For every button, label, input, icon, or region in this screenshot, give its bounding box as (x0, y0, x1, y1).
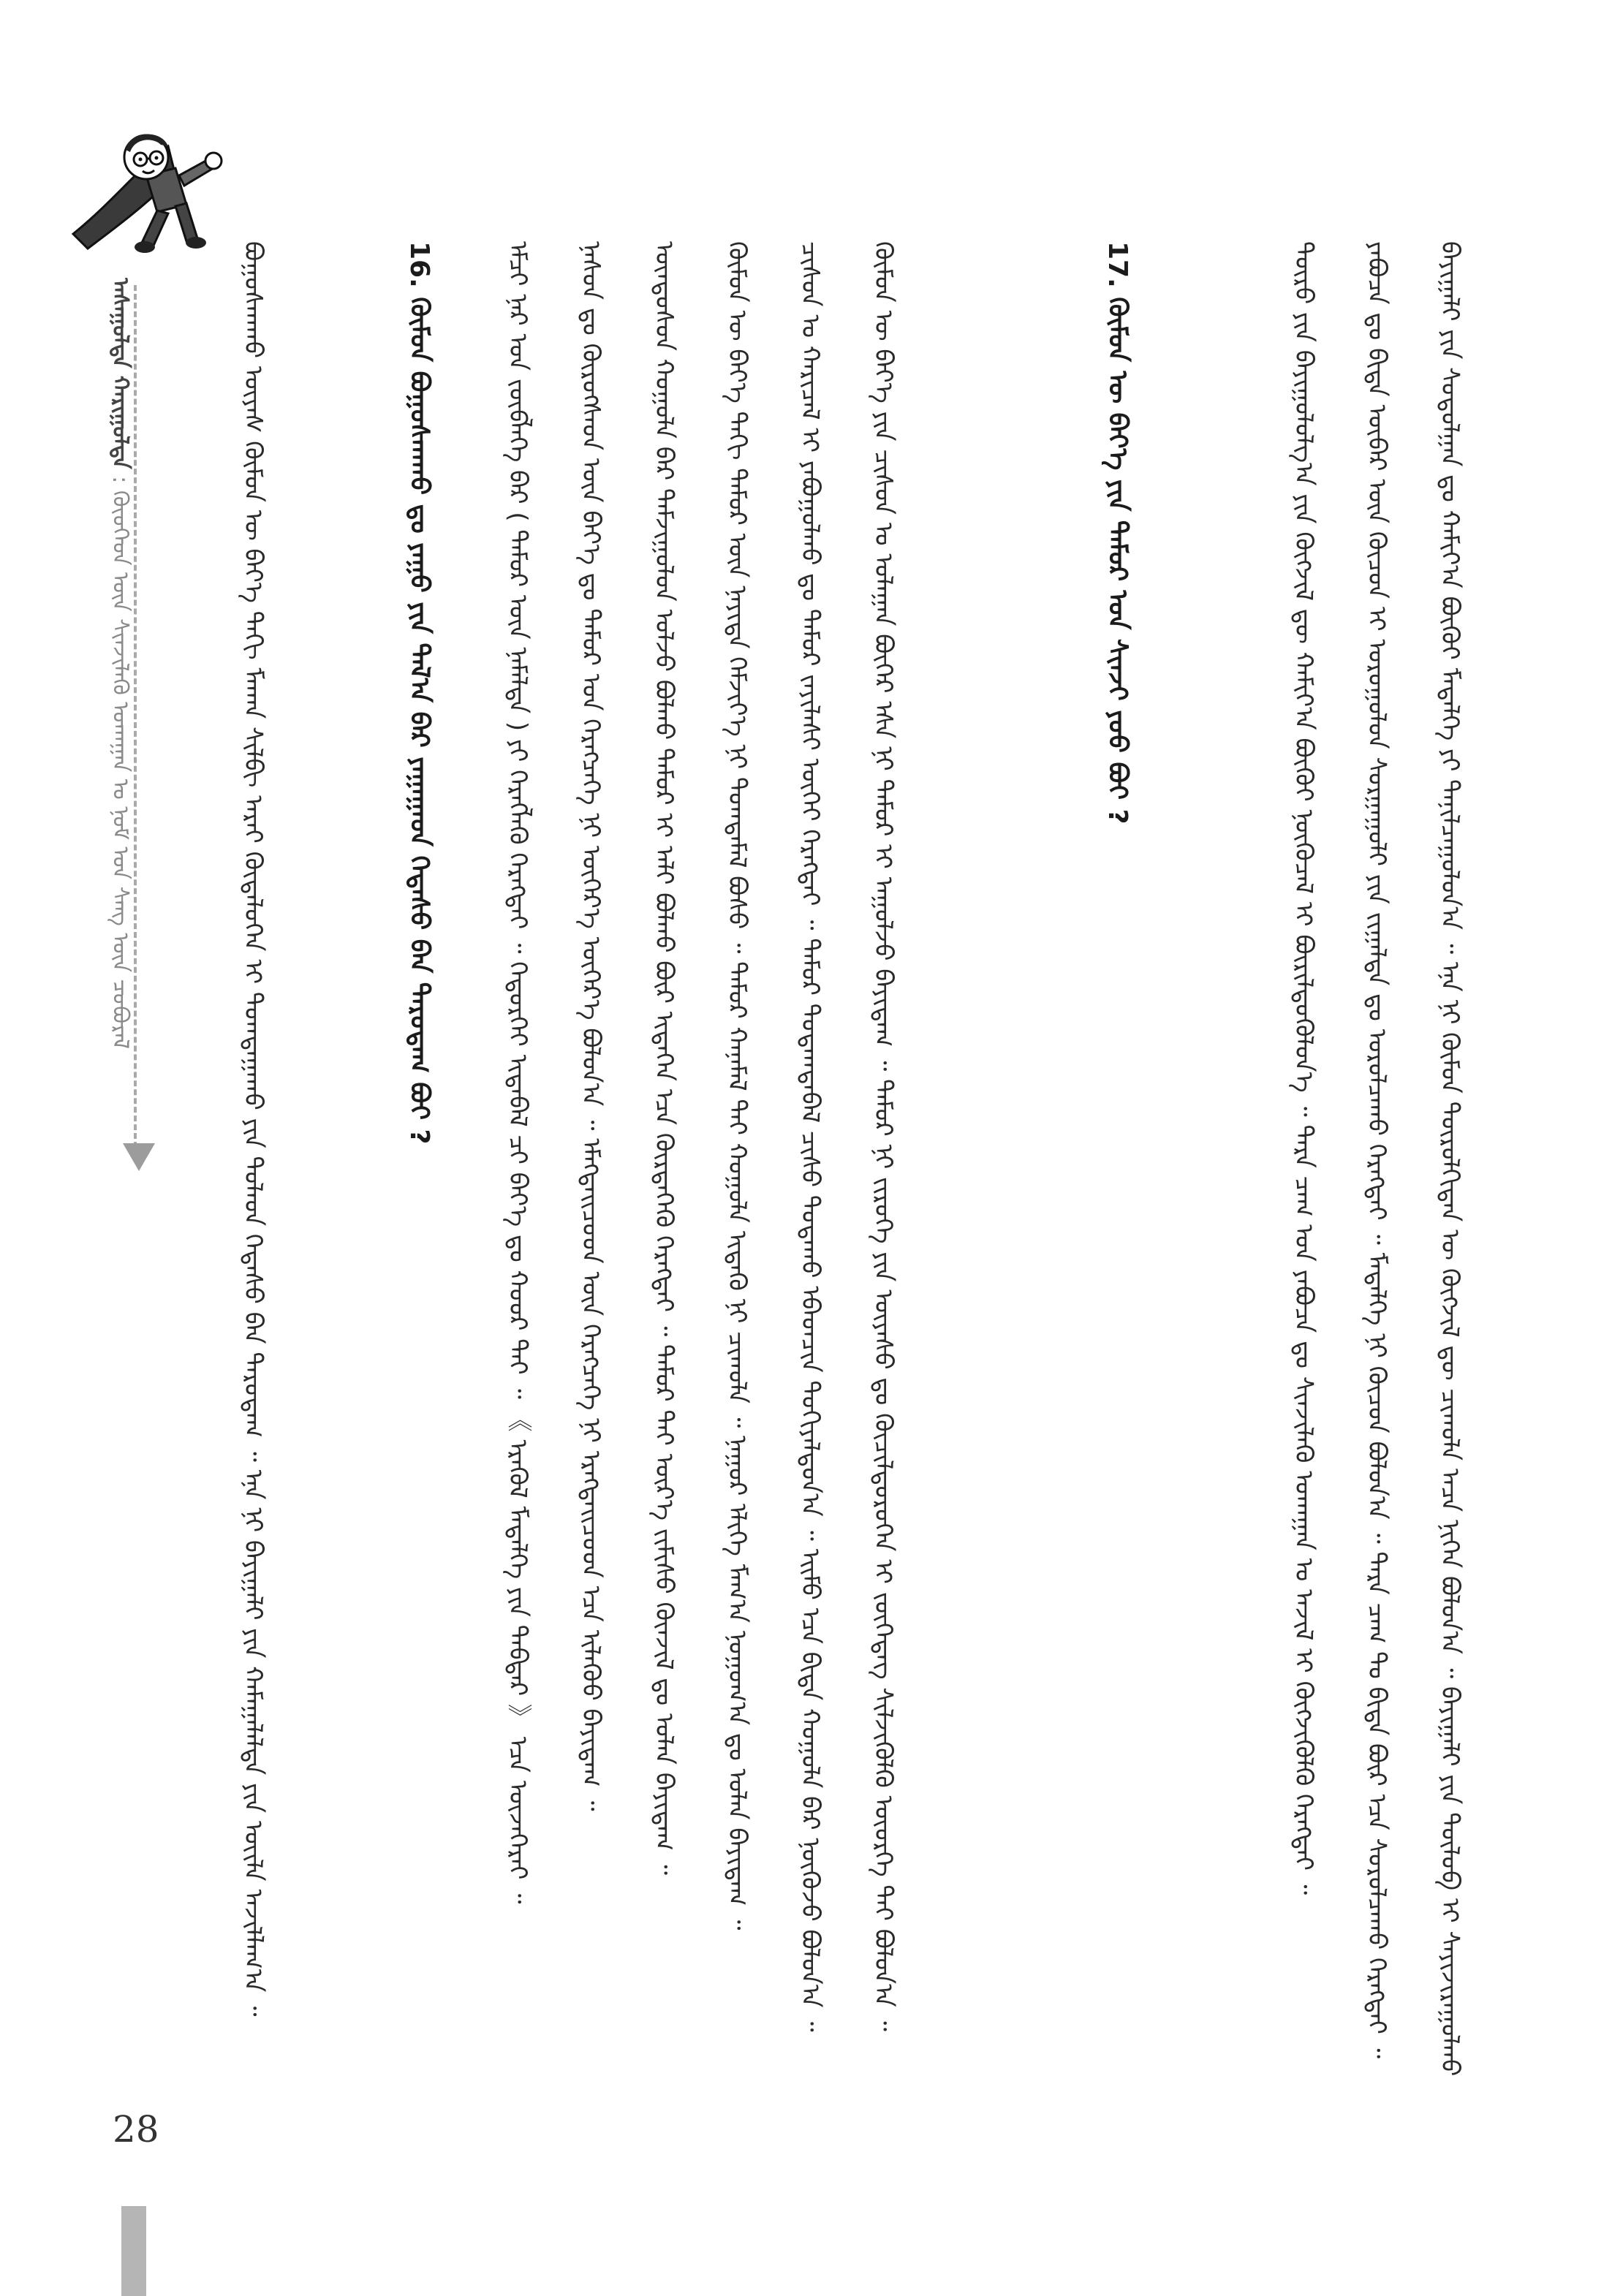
text-column: ᠶᠠᠪᠤᠴᠠ ᠳᠤ ᠪᠢᠳᠡ ᠥᠪᠡᠷ ᠦᠨ ᠬᠦᠴᠦᠨ ᠢ ᠣᠷᠤᠭᠤᠯᠤᠨ ᠰᠤᠷᠭᠠᠭᠤᠯᠢ ᠶᠢᠨ ᠵᠢᠭᠠᠯᠲᠠ ᠳᠤ ᠣᠷᠣᠯᠴᠠᠬᠤ ᠬᠡᠷᠡᠭᠲᠡᠢ ᠃ ᠮᠡᠳᠡᠯᠭᠡ ᠨᠢ ᠬᠦᠴᠦᠨ ᠪᠣᠯᠤᠨ᠎ᠠ ᠃ ᠲᠡᠷᠡ ᠴᠠᠭ ᠲᠤ ᠪᠢᠳᠡ ᠪᠦᠷ ᠡᠴᠡ ᠰᠤᠷᠤᠯᠴᠠᠬᠤ ᠬᠡᠷᠡᠭᠲᠡᠢ ᠃ (1362, 241, 1391, 2059)
running-header-label: ᠠᠰᠠᠭᠤᠯᠲᠠ ᠬᠠᠷᠢᠭᠤᠯᠲᠠ (107, 278, 133, 469)
heading-number: 16. (404, 241, 434, 288)
page-number: 28 (113, 2108, 159, 2151)
flying-boy-mascot-illustration (58, 124, 227, 270)
page-edge-bar (121, 2206, 146, 2296)
text-column: ᠦᠨᠳᠦᠰᠦᠨ ᠬᠣᠭᠣᠯᠠ ᠪᠠᠷ ᠳᠠᠮᠵᠢᠭᠤᠯᠤᠨ ᠣᠯᠵᠤ ᠪᠣᠯᠬᠤ ᠲᠡᠮᠦᠷ ᠢ ᠠᠯᠢ ᠪᠣᠯᠬᠤ ᠪᠦᠷ ᠢᠳᠡᠭᠡᠨ ᠡᠴᠡ ᠬᠦᠷᠲᠡᠭᠡᠬᠦ ᠬᠡᠷᠡᠭᠲᠡᠢ ᠃ ᠲᠡᠮᠦᠷ ᠲᠡᠢ ᠦᠷ᠎ᠡ ᠵᠢᠮᠢᠰᠦ ᠬᠦᠨᠵᠢᠯ ᠳᠤ ᠣᠯᠠᠨ ᠪᠠᠶᠢᠳᠠᠭ ᠃ (649, 241, 678, 1875)
heading-text: ᠬᠦᠮᠦᠨ ᠪᠣᠭᠣᠰᠬᠠᠬᠤ ᠳᠤ ᠶᠠᠭᠤ ᠶᠢᠨ ᠲᠠᠯ᠎ᠠ ᠪᠠᠷ ᠶᠠᠭᠠᠭᠠᠳ ᠭᠡᠳᠡᠰᠦ ᠪᠠᠨ ᠳᠠᠷᠤᠳᠠᠭ ᠪᠤᠢ ? (404, 297, 434, 1145)
text-column: ᠲᠥᠷᠦ ᠶᠢᠨ ᠪᠠᠶᠢᠭᠤᠯᠤᠯᠭ᠎ᠠ ᠶᠢᠨ ᠬᠥᠭᠵᠢᠯ ᠳᠦ ᠬᠠᠮᠢᠶ᠎ᠠ ᠪᠦᠬᠦᠢ ᠨᠥᠬᠦᠴᠡᠯ ᠢ ᠪᠦᠷᠢᠯᠳᠦᠭᠦᠯᠦᠨ᠎ᠡ ᠃ ᠲᠡᠷᠡ ᠴᠠᠭ ᠤᠨ ᠶᠠᠪᠤᠴᠠ ᠳᠤ ᠰᠢᠨᠵᠢᠯᠡᠬᠦ ᠤᠬᠠᠭᠠᠨ ᠤ ᠠᠵᠢᠯ ᠢ ᠬᠥᠭᠵᠢᠭᠦᠯᠬᠦ ᠬᠡᠷᠡᠭᠲᠡᠢ ᠃ (1289, 241, 1318, 1895)
text-column: ᠨᠠᠰᠤᠨ ᠳᠤ ᠬᠦᠷᠦᠭᠰᠡᠳ ᠦᠨ ᠪᠡᠶ᠎ᠡ ᠳᠤ ᠲᠡᠮᠦᠷ ᠤᠨ ᠬᠡᠷᠡᠭᠴᠡᠭᠡ ᠨᠢ ᠥᠭᠡᠷ᠎ᠡ ᠥᠭᠡᠷ᠎ᠡ ᠪᠣᠯᠤᠨ᠎ᠠ ᠃ ᠡᠮᠡᠭᠲᠡᠢᠴᠦᠳ ᠦᠨ ᠬᠡᠷᠡᠭᠴᠡᠭᠡ ᠨᠢ ᠡᠷᠡᠭᠲᠡᠢᠴᠦᠳ ᠡᠴᠡ ᠢᠯᠡᠭᠦᠦ ᠪᠠᠶᠢᠳᠠᠭ ᠃ (576, 241, 605, 1811)
section-heading (398, 241, 439, 2171)
text-column: ᠬᠦᠮᠦᠨ ᠦ ᠪᠡᠶ᠎ᠡ ᠳᠡᠬᠢ ᠲᠡᠮᠦᠷ ᠦᠨ ᠨᠡᠶᠢᠲᠡ ᠬᠡᠮᠵᠢᠶ᠎ᠡ ᠨᠢ ᠲᠣᠭᠲᠠᠮᠠᠯ ᠪᠤᠰᠤ ᠃ ᠲᠡᠮᠦᠷ ᠬᠠᠨᠠᠮᠠᠯ ᠲᠡᠢ ᠬᠣᠭᠣᠯᠠ ᠢᠳᠡᠬᠦ ᠨᠢ ᠴᠢᠬᠤᠯᠠ ᠃ ᠨᠠᠭᠤᠷ ᠡᠯᠢᠭᠡ ᠮᠠᠬ᠎ᠠ ᠨᠣᠭᠣᠭ᠎ᠠ ᠳᠤ ᠣᠯᠠᠨ ᠪᠠᠶᠢᠳᠠᠭ ᠃ (722, 241, 752, 1931)
text-column: ᠬᠦᠮᠦᠨ ᠦ ᠪᠡᠶ᠎ᠡ ᠶᠢᠨ ᠴᠢᠰᠤᠨ ᠤ ᠤᠯᠠᠭᠠᠨ ᠪᠥᠭᠡᠷ ᠡᠰᠡ ᠨᠢ ᠲᠡᠮᠦᠷ ᠢ ᠠᠭᠤᠯᠵᠤ ᠪᠠᠶᠢᠳᠠᠭ ᠃ ᠲᠡᠮᠦᠷ ᠨᠢ ᠵᠢᠷᠦᠬᠡ ᠶᠢᠨ ᠦᠶᠡᠰᠦ ᠳᠤ ᠬᠦᠴᠢᠯᠲᠦᠷᠦᠭᠡᠨ ᠢ ᠵᠥᠭᠡᠳᠡᠭ ᠰᠢᠯᠵᠢᠭᠦᠯᠬᠦ ᠦᠦᠷᠭᠡ ᠲᠡᠢ ᠪᠣᠯᠤᠨ᠎ᠠ ᠃ (869, 241, 898, 2031)
text-column: ᠡᠮᠴᠢ ᠨᠠᠷ ᠤᠨ ᠵᠥᠪᠯᠡᠭᠡ ᠪᠠᠷ ( ᠲᠡᠮᠦᠷ ᠦᠨ ᠨᠡᠮᠡᠯᠲᠡ ) ᠶᠢ ᠬᠡᠷᠡᠭᠯᠡᠬᠦ ᠬᠡᠷᠡᠭᠲᠡᠢ ᠃ ᠬᠡᠲᠦᠷᠬᠡᠢ ᠢᠳᠡᠪᠡᠯ ᠴᠢ ᠪᠡᠶ᠎ᠡ ᠳᠤ ᠬᠣᠣᠷ ᠲᠠᠢ ᠃ 《 ᠡᠷᠡᠭᠦᠯ ᠮᠡᠳᠡᠯᠭᠡ ᠶᠢᠨ ᠳᠡᠪᠲᠡᠷ 》 ᠡᠴᠡ ᠦᠵᠡᠭᠡᠷᠡᠢ ᠃ (503, 241, 532, 1904)
text-column: ᠪᠣᠭᠣᠰᠬᠠᠬᠤ ᠦᠶᠡᠰ ᠬᠦᠮᠦᠨ ᠦ ᠪᠡᠶ᠎ᠡ ᠳᠡᠬᠢ ᠮᠠᠬᠠᠨ ᠰᠢᠯᠪᠢ ᠠᠷᠠᠢ ᠬᠥᠳᠡᠯᠦᠭᠡᠨ ᠢ ᠲᠣᠭᠲᠠᠭᠠᠬᠤ ᠶᠢᠨ ᠲᠤᠯᠠᠳ ᠭᠡᠳᠡᠰᠦ ᠪᠠᠨ ᠳᠠᠷᠤᠳᠠᠭ ᠃ ᠡᠨᠡ ᠨᠢ ᠪᠠᠶᠢᠭᠠᠯᠢ ᠶᠢᠨ ᠬᠠᠮᠠᠭᠠᠯᠠᠯᠲᠠ ᠶᠢᠨ ᠦᠢᠯᠡ ᠠᠵᠢᠯᠯᠠᠭ᠎ᠠ ᠃ (238, 241, 268, 2017)
heading-text: ᠬᠦᠮᠦᠨ ᠦ ᠪᠡᠶ᠎ᠡ ᠶᠢᠨ ᠲᠡᠮᠦᠷ ᠤᠨ ᠰᠢᠨᠵᠢ ᠶᠤᠤ ᠪᠤᠢ ? (1102, 297, 1132, 825)
text-column: ᠴᠢᠰᠤᠨ ᠤ ᠬᠠᠷᠢᠴᠠᠯ ᠢ ᠶᠠᠪᠤᠭᠤᠯᠬᠤ ᠳᠤ ᠲᠡᠮᠦᠷ ᠵᠠᠶᠢᠯᠠᠰᠢ ᠦᠭᠡᠢ ᠬᠡᠷᠡᠭᠲᠡᠢ ᠃ ᠲᠡᠮᠦᠷ ᠳᠤᠲᠠᠭᠳᠠᠪᠠᠯ ᠴᠢᠰᠤ ᠳᠤᠲᠠᠬᠤ ᠡᠪᠡᠳᠴᠢᠨ ᠲᠤᠬᠢᠶᠠᠯᠳᠤᠨ᠎ᠠ ᠃ ᠡᠢᠮᠦ ᠡᠴᠡ ᠪᠢᠳᠡ ᠬᠣᠭᠣᠯᠠ ᠪᠠᠷ ᠨᠥᠬᠥᠵᠦ ᠪᠣᠯᠤᠨ᠎ᠠ ᠃ (795, 241, 825, 2032)
text-column: ᠪᠠᠶᠢᠭᠠᠯᠢ ᠶᠢᠨ ᠰᠤᠳᠤᠯᠭᠠᠨ ᠳᠤ ᠬᠠᠮᠢᠶ᠎ᠠ ᠪᠦᠬᠦᠢ ᠮᠡᠳᠡᠯᠭᠡ ᠶᠢ ᠲᠠᠨᠢᠯᠴᠠᠭᠤᠯᠤᠨ᠎ᠠ ᠃ ᠡᠨᠡ ᠨᠢ ᠬᠦᠮᠦᠨ ᠲᠥᠷᠦᠯᠬᠢᠲᠡᠨ ᠦ ᠬᠥᠭᠵᠢᠯ ᠳᠦ ᠴᠢᠬᠤᠯᠠ ᠠᠴᠠ ᠨᠢᠭᠡᠨ ᠪᠣᠯᠤᠨ᠎ᠠ ᠃ ᠪᠠᠶᠢᠭᠠᠯᠢ ᠶᠢᠨ ᠲᠥᠯᠦᠪ ᠢ ᠰᠠᠶᠢᠵᠢᠷᠠᠭᠤᠯᠬᠤ (1435, 241, 1464, 2077)
header-triangle-marker (123, 1143, 155, 1171)
running-header-title: ᠬᠦᠦᠬᠡᠳ ᠦᠨ ᠰᠢᠨᠵᠢᠯᠡᠬᠦ ᠤᠬᠠᠭᠠᠨ ᠤ ᠨᠣᠮ ᠤᠨ ᠰᠠᠩ ᠦᠨ ᠴᠤᠪᠤᠷᠠᠯ (107, 490, 133, 1049)
header-dashed-line (134, 285, 137, 1148)
heading-number: 17. (1102, 241, 1132, 288)
section-heading (1097, 241, 1138, 2171)
running-header: ᠠᠰᠠᠭᠤᠯᠲᠠ ᠬᠠᠷᠢᠭᠤᠯᠲᠠ : ᠬᠦᠦᠬᠡᠳ ᠦᠨ ᠰᠢᠨᠵᠢᠯᠡᠬᠦ ᠤᠬᠠᠭᠠᠨ ᠤ ᠨᠣᠮ ᠤᠨ ᠰᠠᠩ ᠦᠨ ᠴᠤᠪᠤᠷᠠᠯ (107, 278, 133, 1049)
